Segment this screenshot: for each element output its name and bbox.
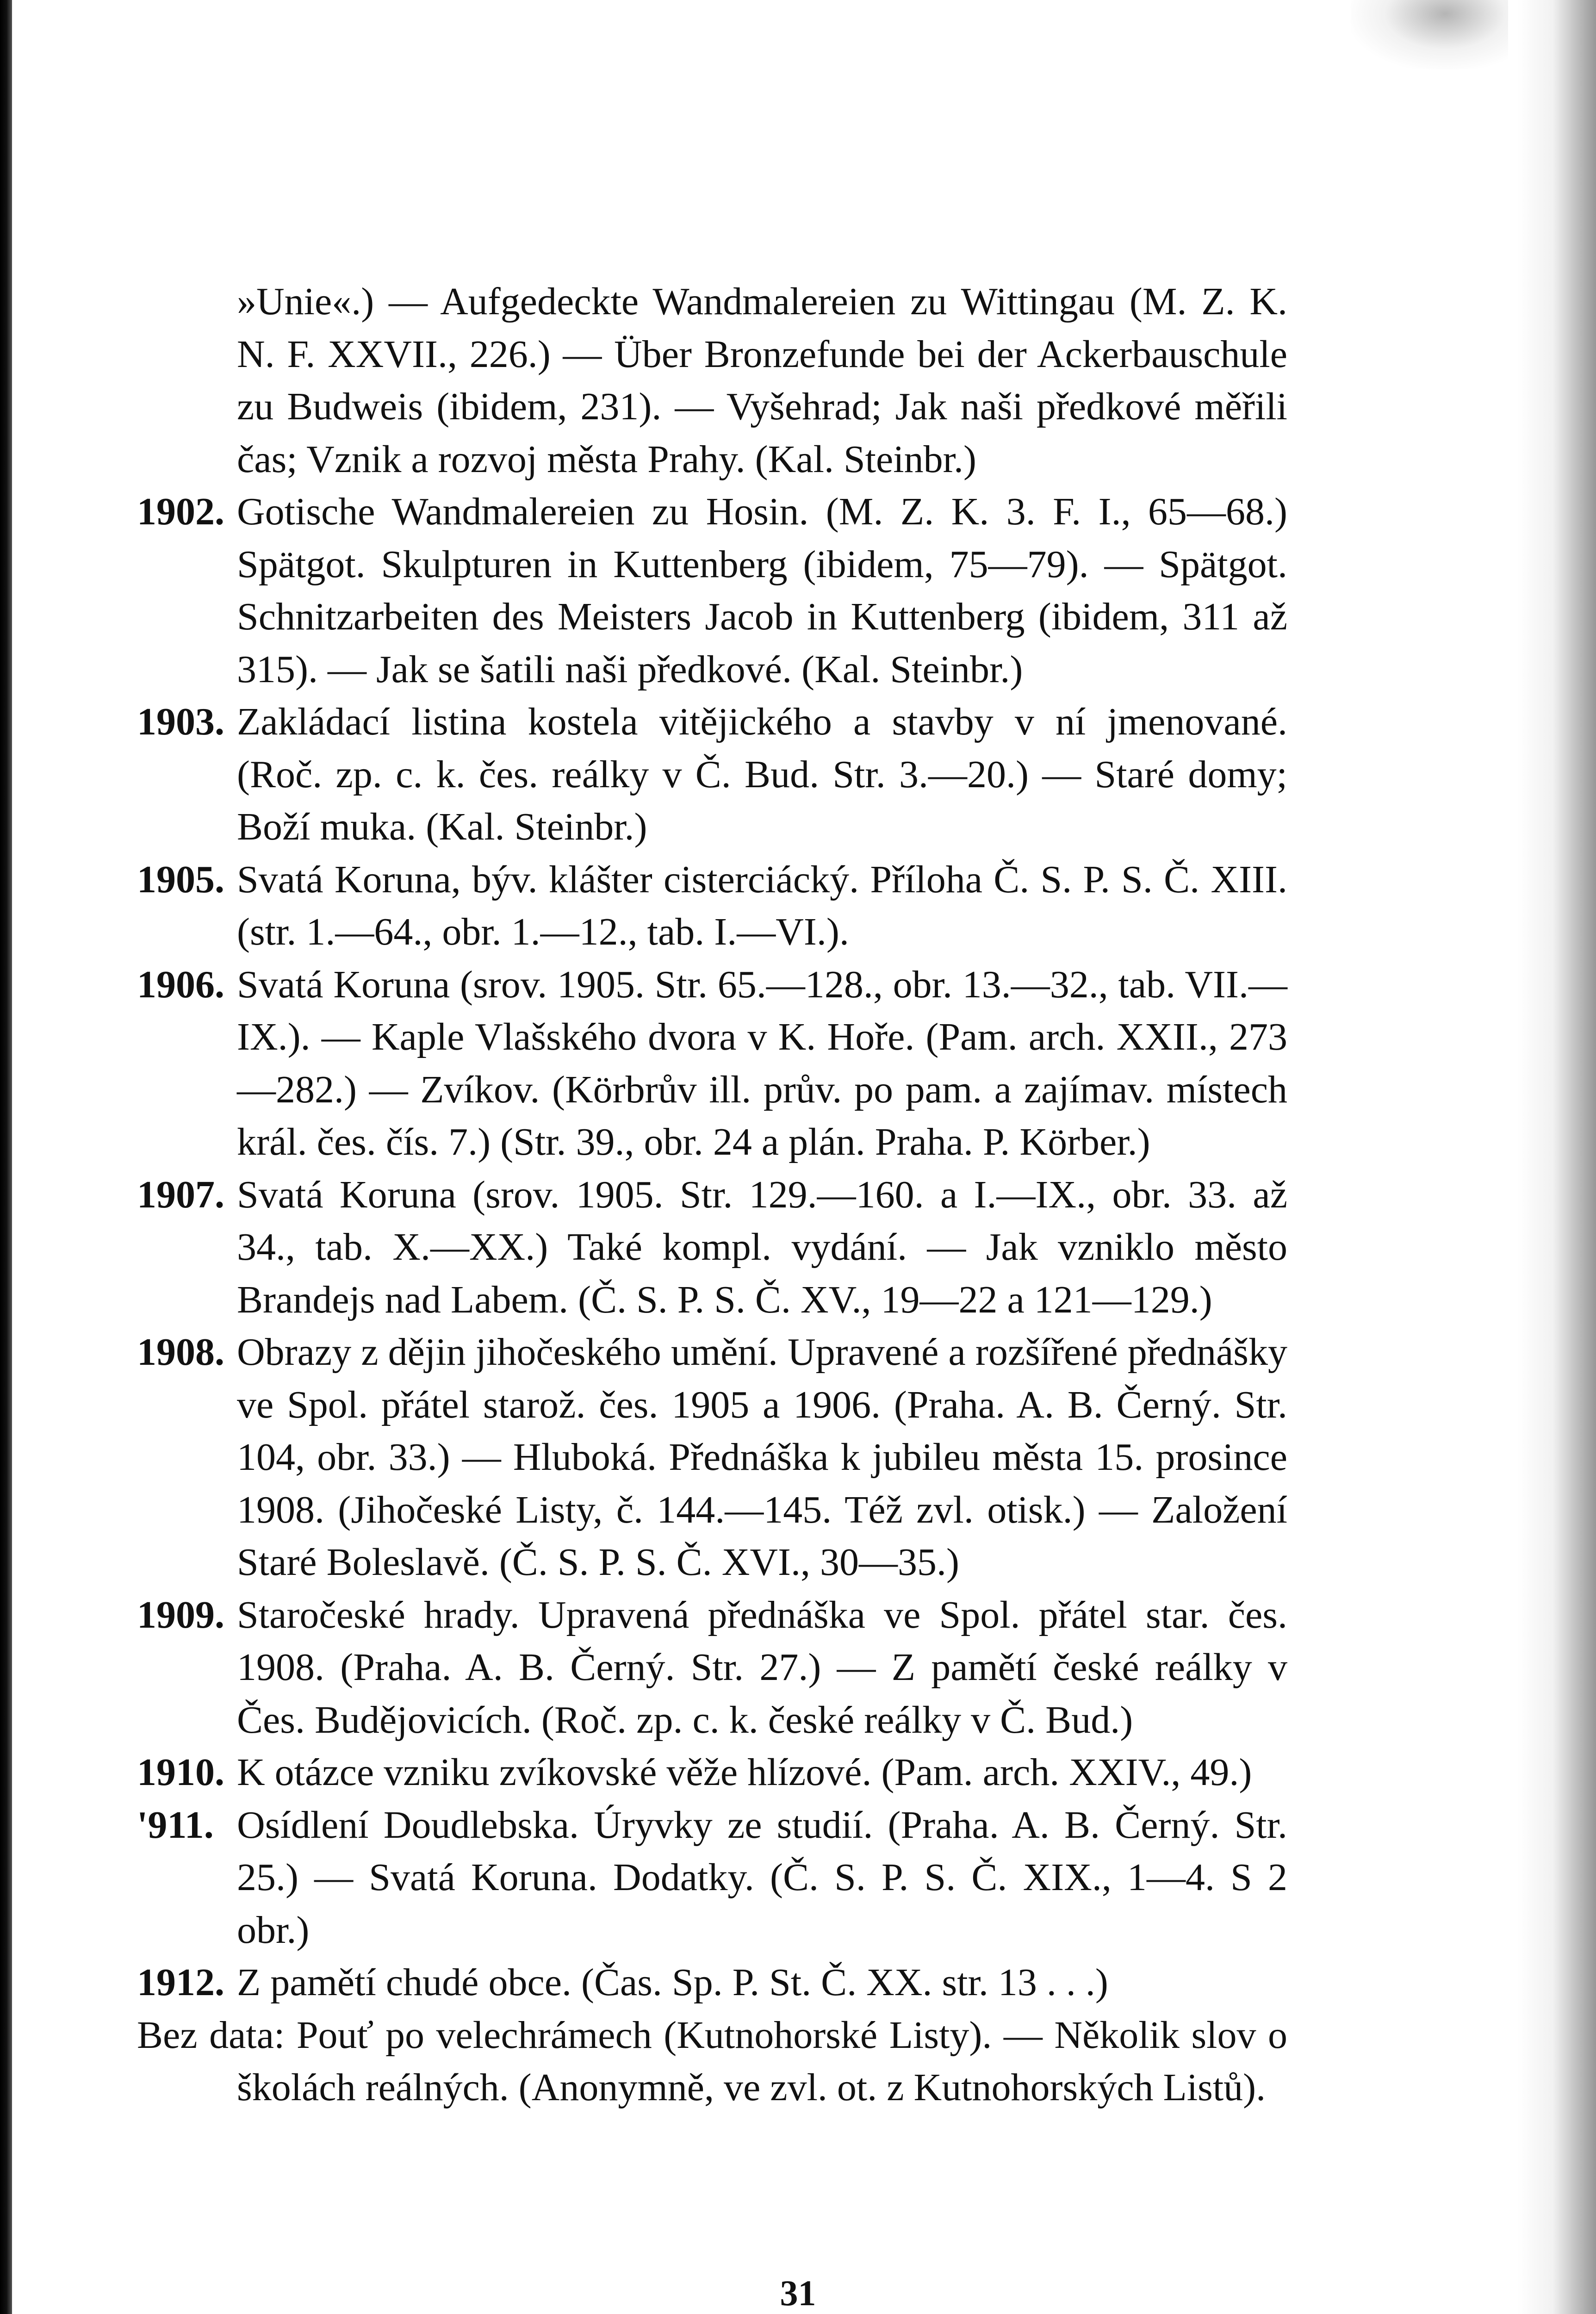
entry-year: 1907. <box>137 1173 224 1216</box>
bibliography-entry-1905 <box>137 853 1287 958</box>
entry-text: Staročeské hrady. Upravená přednáška ve Spol. přátel star. čes. 1908. (Praha. A. B. Černý. Str. 27.) — Z pamětí české reálky v Čes. Budějovicích. (Roč. zp. c. k. české reálky v Č. Bud.) <box>237 1593 1287 1742</box>
scan-smudge <box>1351 0 1508 69</box>
bibliography-entry-undated <box>137 2009 1287 2114</box>
scan-edge-left <box>0 0 12 2314</box>
entry-text: Z pamětí chudé obce. (Čas. Sp. P. St. Č. XX. str. 13 . . .) <box>237 1961 1108 2004</box>
entry-year: 1908. <box>137 1331 224 1374</box>
entry-text: Gotische Wandmalereien zu Hosin. (M. Z. K. 3. F. I., 65—68.) Spätgot. Skulpturen in Kuttenberg (ibidem, 75—79). — Spätgot. Schnitzarbeiten des Meisters Jacob in Kuttenberg (ibidem, 311 až 315). — Jak se šatili naši předkové. (Kal. Steinbr.) <box>237 490 1287 691</box>
bibliography-continuation: »Unie«.) — Aufgedeckte Wandmalereien zu Wittingau (M. Z. K. N. F. XXVII., 226.) — Über Bronzefunde bei der Ackerbauschule zu Budweis (ibidem, 231). — Vyšehrad; Jak naši předkové měřili čas; Vznik a rozvoj města Prahy. (Kal. Steinbr.) <box>237 280 1287 481</box>
entry-text: Zakládací listina kostela vitějického a stavby v ní jmenované. (Roč. zp. c. k. čes. reálky v Č. Bud. Str. 3.—20.) — Staré domy; Boží muka. (Kal. Steinbr.) <box>237 700 1287 848</box>
bibliography-entry-1909 <box>137 1589 1287 1747</box>
scan-edge-right <box>1517 0 1596 2314</box>
undated-label: Bez data: <box>137 2013 285 2057</box>
bibliography-entry-1906 <box>137 958 1287 1169</box>
bibliography-entry-1903 <box>137 696 1287 853</box>
entry-text: Obrazy z dějin jihočeského umění. Upravené a rozšířené přednášky ve Spol. přátel starož. čes. 1905 a 1906. (Praha. A. B. Černý. Str. 104, obr. 33.) — Hluboká. Přednáška k jubileu města 15. prosince 1908. (Jihočeské Listy, č. 144.—145. Též zvl. otisk.) — Založení Staré Boleslavě. (Č. S. P. S. Č. XVI., 30—35.) <box>237 1331 1287 1584</box>
entry-year: 1912. <box>137 1961 224 2004</box>
bibliography-entry-1911 <box>137 1799 1287 1957</box>
bibliography-entry-1908 <box>137 1326 1287 1589</box>
entry-text: Svatá Koruna (srov. 1905. Str. 65.—128., obr. 13.—32., tab. VII.—IX.). — Kaple Vlašského dvora v K. Hoře. (Pam. arch. XXII., 273—282.) — Zvíkov. (Körbrův ill. prův. po pam. a zajímav. místech král. čes. čís. 7.) (Str. 39., obr. 24 a plán. Praha. P. Körber.) <box>237 963 1287 1163</box>
entry-year: 1905. <box>137 858 224 901</box>
bibliography-entry-1907 <box>137 1169 1287 1326</box>
bibliography-entry-1902 <box>137 485 1287 696</box>
entry-text: Osídlení Doudlebska. Úryvky ze studií. (Praha. A. B. Černý. Str. 25.) — Svatá Koruna. Dodatky. (Č. S. P. S. Č. XIX., 1—4. S 2 obr.) <box>237 1803 1287 1952</box>
bibliography-entry-1912 <box>137 1956 1287 2009</box>
entry-year: 1903. <box>137 700 224 743</box>
entry-year: 1910. <box>137 1751 224 1794</box>
page-number: 31 <box>780 2273 816 2313</box>
entry-text: K otázce vzniku zvíkovské věže hlízové. (Pam. arch. XXIV., 49.) <box>237 1751 1252 1794</box>
entry-year: 1909. <box>137 1593 224 1636</box>
entry-year: 1902. <box>137 490 224 533</box>
entry-text: Pouť po velechrámech (Kutnohorské Listy). — Několik slov o školách reálných. (Anonymně, ve zvl. ot. z Kutnohorských Listů). <box>237 2013 1287 2109</box>
entry-text: Svatá Koruna, býv. klášter cisterciácký. Příloha Č. S. P. S. Č. XIII. (str. 1.—64., obr. 1.—12., tab. I.—VI.). <box>237 858 1287 953</box>
bibliography-entry-1910 <box>137 1746 1287 1799</box>
entry-text: Svatá Koruna (srov. 1905. Str. 129.—160. a I.—IX., obr. 33. až 34., tab. X.—XX.) Také kompl. vydání. — Jak vzniklo město Brandejs nad Labem. (Č. S. P. S. Č. XV., 19—22 a 121—129.) <box>237 1173 1287 1321</box>
entry-year: '911. <box>137 1803 214 1847</box>
entry-year: 1906. <box>137 963 224 1006</box>
bibliography-text <box>137 275 1287 2114</box>
